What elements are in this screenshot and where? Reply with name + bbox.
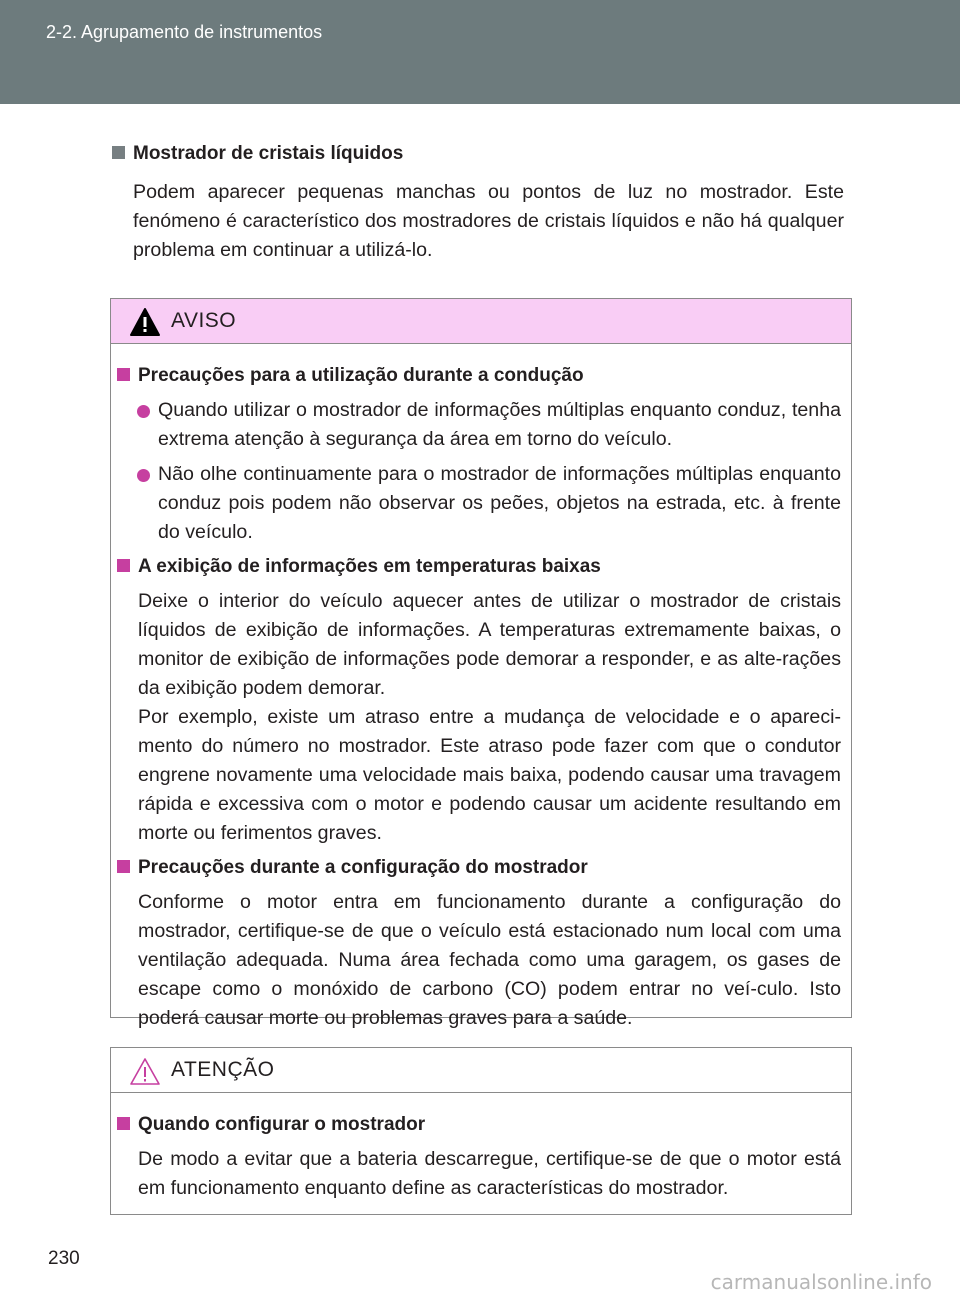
aviso-section-2-body-2: Por exemplo, existe um atraso entre a mudança de velocidade e o apareci-mento do número no mostrador. Este atraso pode fazer com que o condutor engrene novamente uma velocidade mais baixa, podendo causar uma travagem rápida e excessiva com o motor e podendo causar um acidente resultando em morte ou ferimentos graves. [138,706,841,844]
aviso-section-2-body-1: Deixe o interior do veículo aquecer antes de utilizar o mostrador de cristais líquidos de exibição de informações. A temperaturas extremamente baixas, o monitor de exibição de informações pode demorar a responder, e as alte-rações da exibição podem demorar. [138,590,841,699]
aviso-section-3-body: Conforme o motor entra em funcionamento durante a configuração do mostrador, certifique-se de que o veículo está estacionado num local com uma ventilação adequada. Numa área fechada como uma garagem, os gases de escape como o monóxido de carbono (CO) podem entrar no veí-culo. Isto poderá causar morte ou problemas graves para a saúde. [138,891,841,1029]
magenta-square-icon [117,860,130,873]
section-title: 2-2. Agrupamento de instrumentos [46,22,323,42]
bullet-text: Quando utilizar o mostrador de informações múltiplas enquanto conduz, tenha extrema atenção à segurança da área em torno do veículo. [158,399,841,450]
intro-body: Podem aparecer pequenas manchas ou pontos de luz no mostrador. Este fenómeno é característico dos mostradores de cristais líquidos e não há qualquer problema em continuar a utilizá-lo. [133,181,844,261]
magenta-bullet-icon [137,469,150,482]
magenta-square-icon [117,368,130,381]
warning-triangle-filled-icon [129,307,161,337]
bullet-text: Não olhe continuamente para o mostrador de informações múltiplas enquanto conduz pois podem não observar os peões, objetos na estrada, etc. à frente do veículo. [158,463,841,543]
bullet-item [117,460,841,547]
intro-section [112,140,844,265]
atencao-heading [117,1111,841,1139]
gray-square-icon [112,146,125,159]
atencao-body-text: De modo a evitar que a bateria descarregue, certifique-se de que o motor está em funcionamento enquanto define as características do mostrador. [138,1148,841,1199]
aviso-section-3-heading-text: Precauções durante a configuração do mostrador [138,857,588,878]
bullet-item [117,396,841,454]
aviso-section-2-heading [117,553,841,581]
atencao-header [111,1048,851,1093]
aviso-box [110,298,852,1029]
aviso-section-3-heading [117,854,841,882]
magenta-bullet-icon [137,405,150,418]
atencao-title: ATENÇÃO [171,1058,275,1081]
page-number: 230 [48,1248,80,1269]
aviso-body [111,344,851,1033]
magenta-square-icon [117,1117,130,1130]
atencao-box [110,1047,852,1215]
aviso-title: AVISO [171,309,237,332]
aviso-section-1-heading-text: Precauções para a utilização durante a condução [138,365,584,386]
intro-heading-row [112,140,844,168]
magenta-square-icon [117,559,130,572]
intro-heading: Mostrador de cristais líquidos [133,143,404,164]
aviso-section-2-heading-text: A exibição de informações em temperaturas baixas [138,556,601,577]
aviso-header [111,299,851,344]
watermark: carmanualsonline.info [710,1270,932,1294]
page-header [0,0,960,104]
atencao-heading-text: Quando configurar o mostrador [138,1114,426,1135]
atencao-body [111,1093,851,1203]
warning-triangle-outline-icon [129,1056,161,1086]
aviso-section-1-heading [117,362,841,390]
